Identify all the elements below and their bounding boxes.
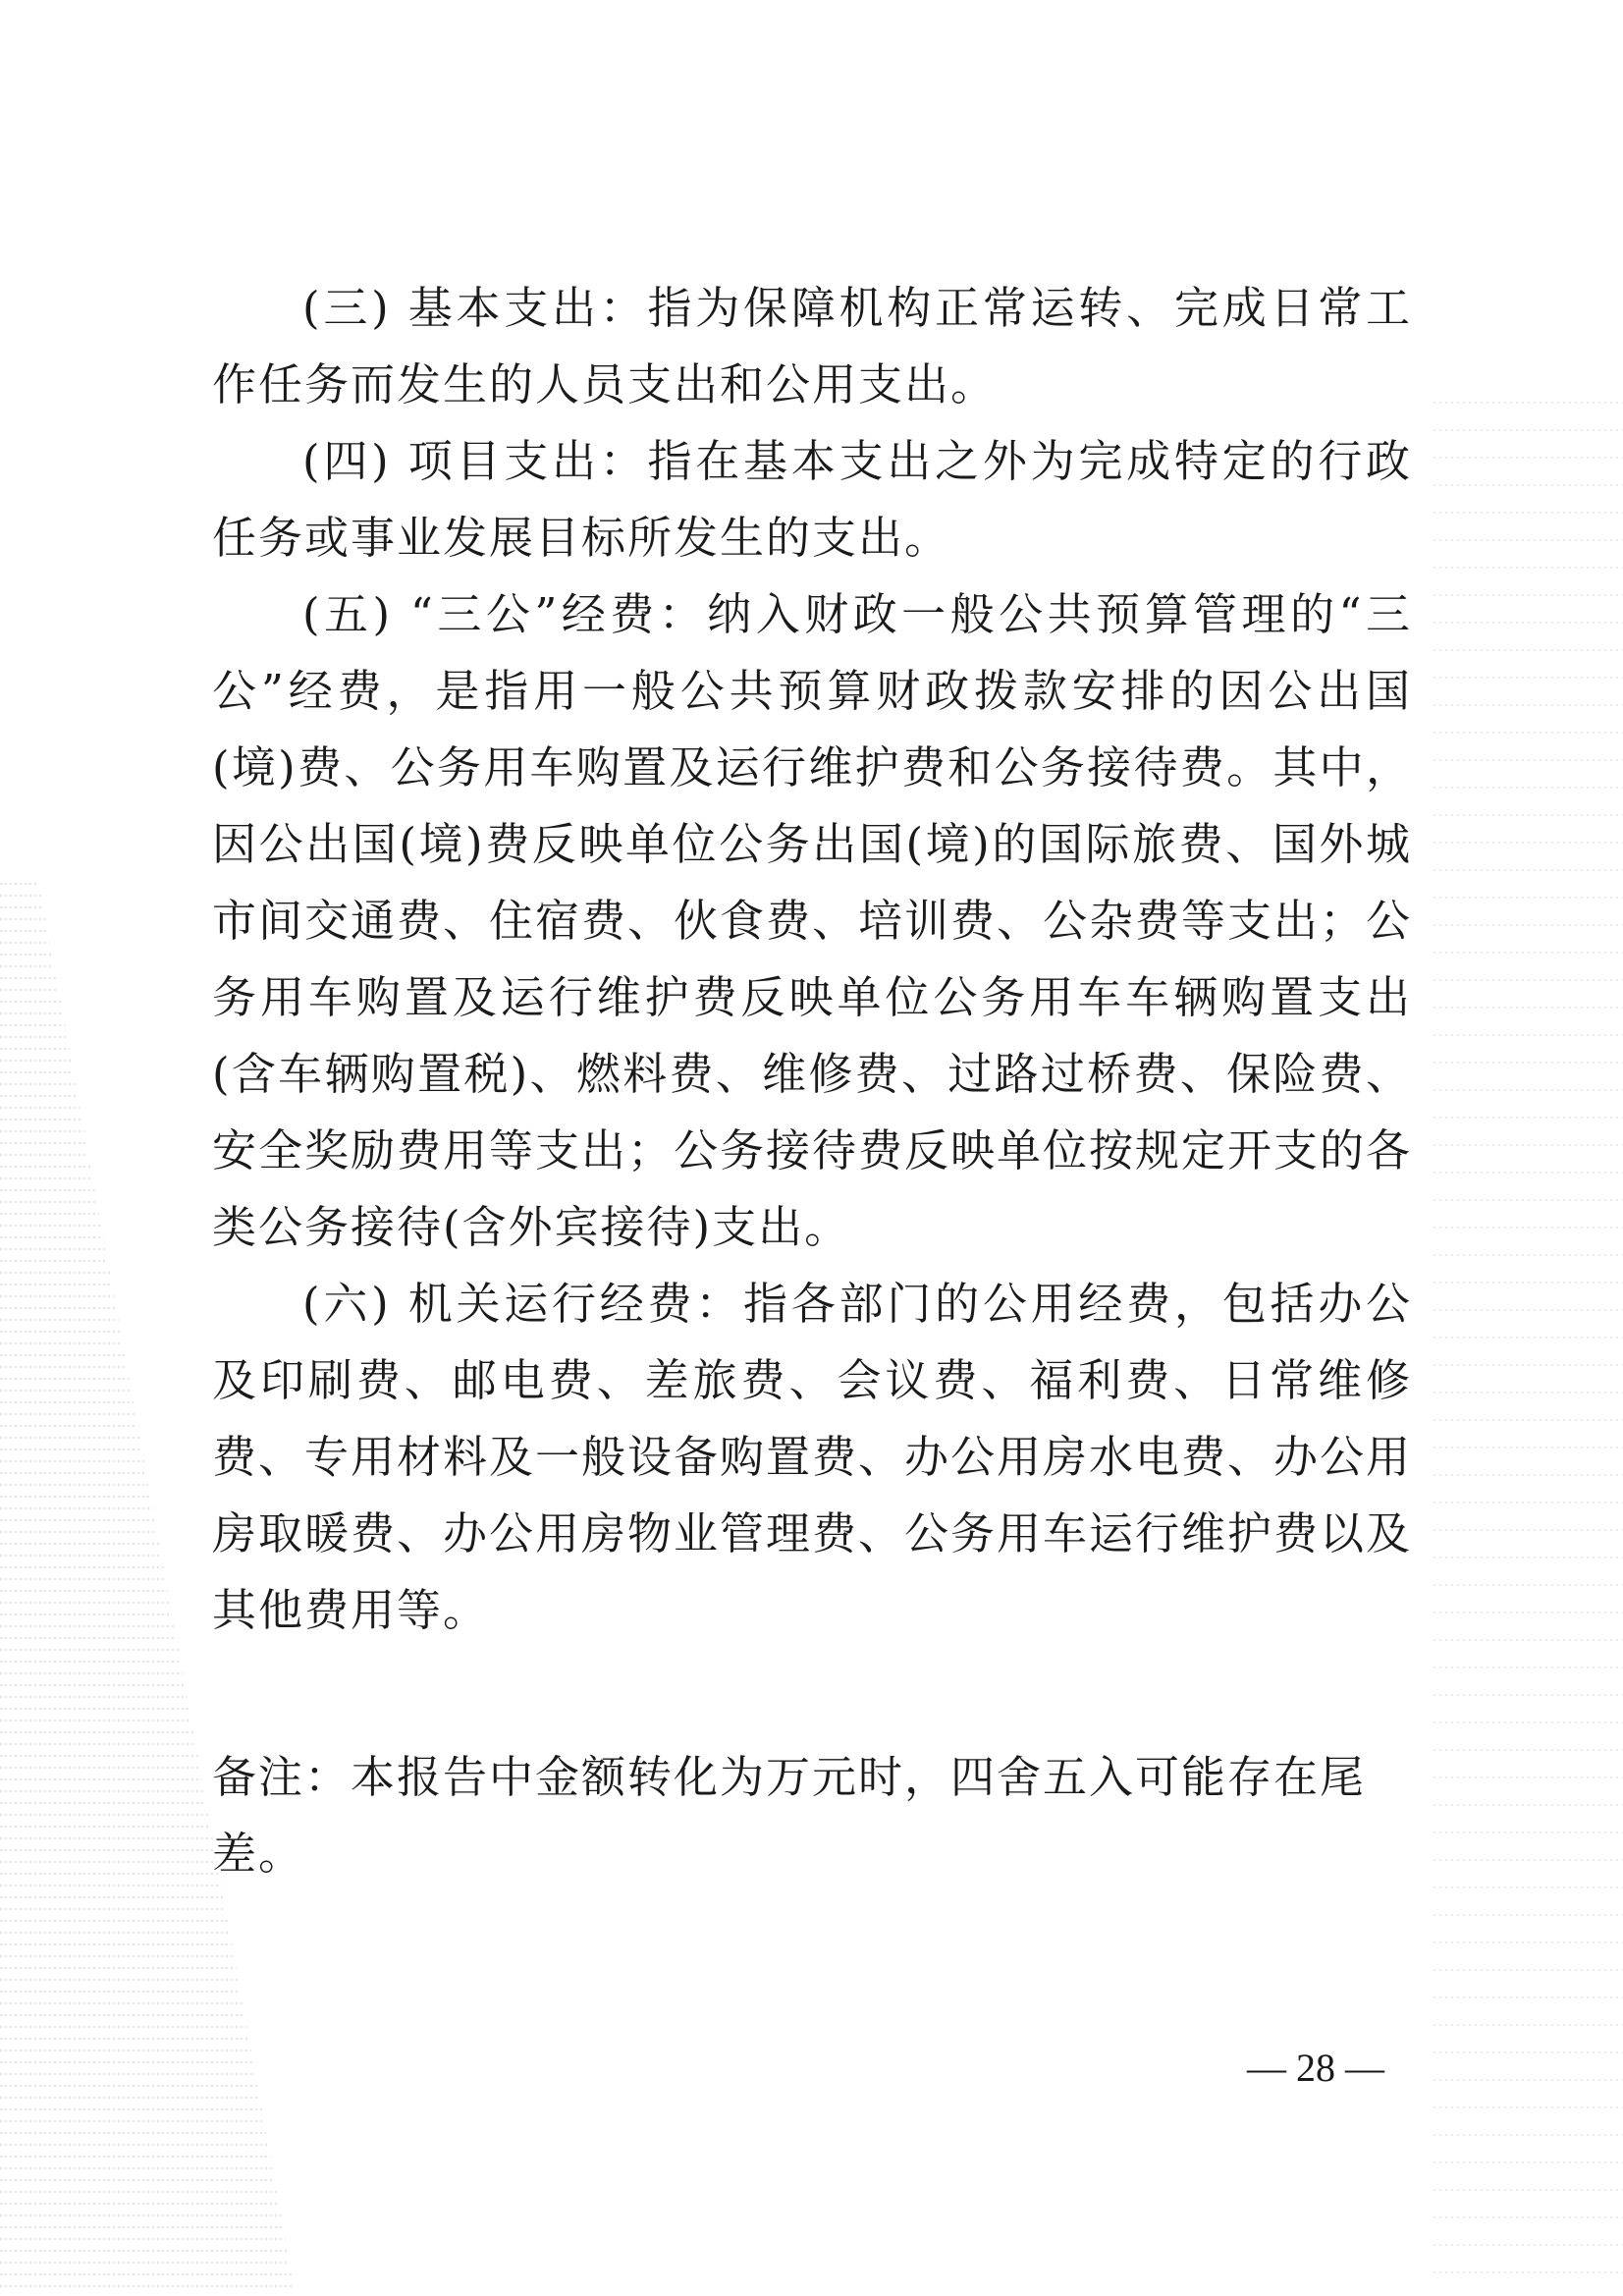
document-body xyxy=(212,270,1412,1892)
paragraph-project-expenditure: (四) 项目支出：指在基本支出之外为完成特定的行政任务或事业发展目标所发生的支出。 xyxy=(212,435,1412,564)
paragraph-basic-expenditure: (三) 基本支出：指为保障机构正常运转、完成日常工作任务而发生的人员支出和公用支出。 xyxy=(212,282,1412,410)
remark-note: 备注：本报告中金额转化为万元时，四舍五入可能存在尾差。 xyxy=(212,1751,1367,1880)
page-number: — 28 — xyxy=(1247,2046,1384,2090)
paragraph-operating-expenses: (六) 机关运行经费：指各部门的公用经费，包括办公及印刷费、邮电费、差旅费、会议费、福利费、日常维修费、专用材料及一般设备购置费、办公用房水电费、办公用房取暖费、办公用房物业管理费、公务用车运行维护费以及其他费用等。 xyxy=(212,1278,1413,1636)
paragraph-three-public-expenses: (五) “三公”经费：纳入财政一般公共预算管理的“三公”经费，是指用一般公共预算财政拨款安排的因公出国(境)费、公务用车购置及运行维护费和公务接待费。其中，因公出国(境)费反映单位公务出国(境)的国际旅费、国外城市间交通费、住宿费、伙食费、培训费、公杂费等支出；公务用车购置及运行维护费反映单位公务用车车辆购置支出(含车辆购置税)、燃料费、维修费、过路过桥费、保险费、安全奖励费用等支出；公务接待费反映单位按规定开支的各类公务接待(含外宾接待)支出。 xyxy=(212,588,1413,1253)
